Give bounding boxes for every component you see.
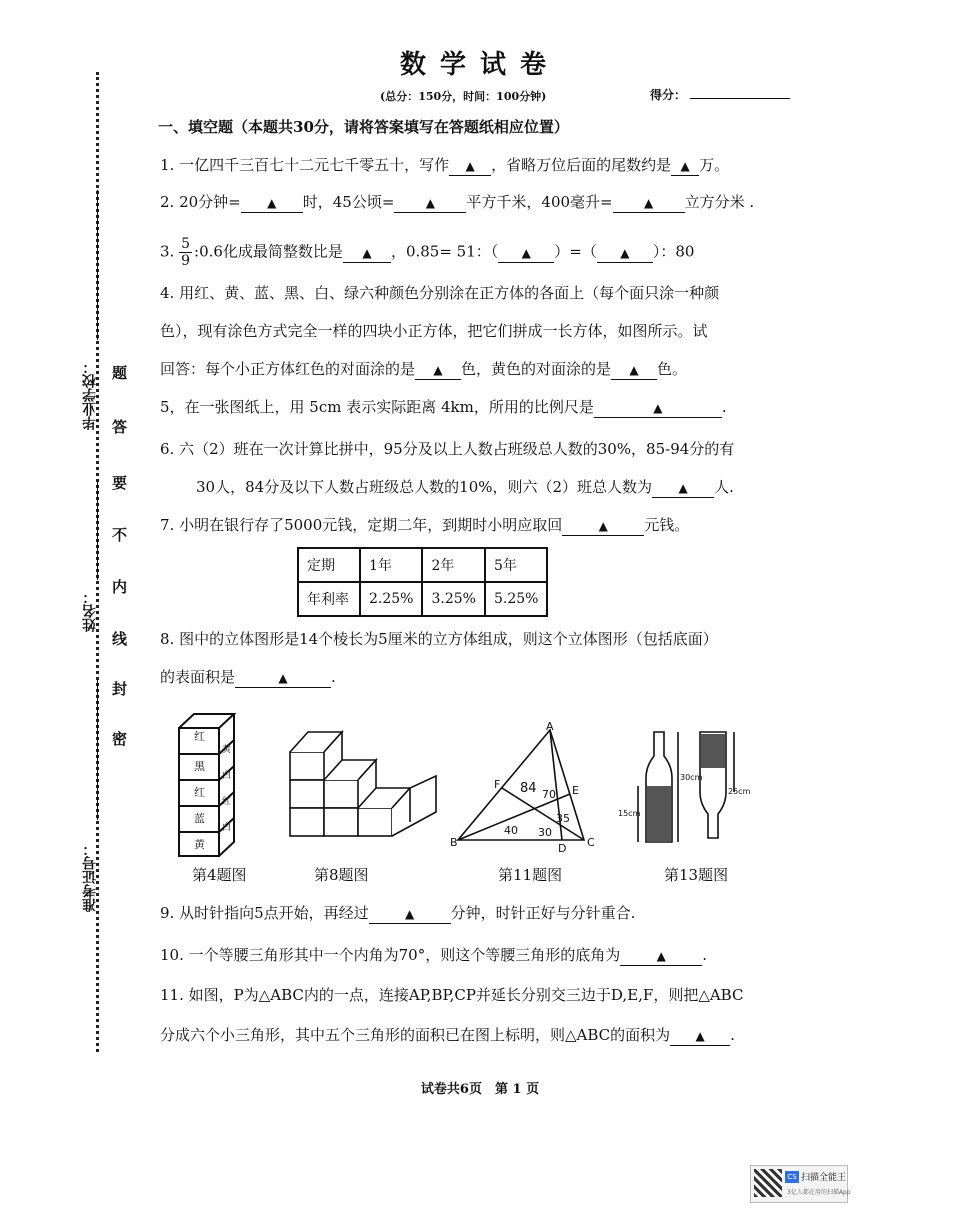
seal-char: 不	[112, 526, 128, 544]
score-label: 得分：	[650, 88, 687, 102]
figure-13-bottles	[616, 728, 752, 846]
figure-11-triangle	[450, 720, 602, 855]
question-6-line-2: 30人，84分及以下人数占班级总人数的10%，则六（2）班总人数为 ▲ 人.	[196, 478, 734, 496]
seal-char: 密	[112, 730, 128, 748]
answer-blank: ▲	[343, 243, 391, 263]
section-heading: 一、填空题（本题共30分，请将答案填写在答题纸相应位置）	[158, 118, 569, 136]
vertex-label: F	[494, 778, 501, 791]
question-8-line-1: 8. 图中的立体图形是14个棱长为5厘米的立方体组成，则这个立体图形（包括底面）	[160, 630, 718, 648]
face-label: 红	[194, 730, 205, 743]
face-label: 白	[222, 771, 232, 781]
question-4-line-2: 色），现有涂色方式完全一样的四块小正方体，把它们拼成一长方体，如图所示。试	[160, 322, 708, 340]
answer-blank: ▲	[394, 193, 466, 213]
scanner-watermark	[750, 1165, 851, 1203]
face-label: 红	[222, 797, 232, 807]
page-footer: 试卷共6页 第 1 页	[420, 1082, 540, 1097]
question-2: 2. 20分钟= ▲ 时，45公顷= ▲ 平方千米，400毫升= ▲ 立方分米 .	[160, 193, 755, 211]
measure-label: 25cm	[728, 787, 751, 796]
seal-char: 要	[112, 474, 128, 492]
measure-label: 15cm	[618, 809, 641, 818]
answer-blank: ▲	[562, 516, 644, 536]
question-6-line-1: 6. 六（2）班在一次计算比拼中，95分及以上人数占班级总人数的30%，85-94分的有	[160, 440, 735, 458]
table-cell: 1年	[360, 548, 422, 582]
seal-char: 线	[112, 630, 128, 648]
score-blank	[690, 98, 790, 99]
answer-blank: ▲	[597, 243, 653, 263]
camscanner-logo-icon: CS	[785, 1171, 799, 1183]
figure-11-caption: 第11题图	[498, 866, 563, 884]
answer-blank: ▲	[415, 360, 461, 380]
vertex-label: D	[558, 842, 567, 855]
figure-8-solid	[286, 726, 442, 844]
face-label: 黄	[222, 745, 232, 755]
answer-blank: ▲	[235, 668, 331, 688]
vertex-label: A	[546, 720, 554, 733]
answer-blank: ▲	[498, 243, 554, 263]
face-label: 白	[222, 823, 232, 833]
seal-char: 内	[112, 578, 128, 596]
answer-blank: ▲	[670, 1026, 730, 1046]
question-1: 1. 一亿四千三百七十二元七千零五十，写作 ▲ ，省略万位后面的尾数约是 ▲ 万。	[160, 156, 730, 174]
page-title: 数学试卷	[399, 50, 560, 80]
face-label: 蓝	[194, 812, 205, 825]
seal-char: 封	[112, 680, 128, 698]
question-5: 5，在一张图纸上，用 5cm 表示实际距离 4km，所用的比例尺是 ▲ .	[160, 398, 727, 416]
seal-char: 答	[112, 418, 128, 436]
question-11-line-1: 11. 如图，P为△ABC内的一点，连接AP,BP,CP并延长分别交三边于D,E,F，则把△ABC	[160, 986, 744, 1004]
answer-blank: ▲	[611, 360, 657, 380]
question-7: 7. 小明在银行存了5000元钱，定期二年，到期时小明应取回 ▲ 元钱。	[160, 516, 690, 534]
figure-8-caption: 第8题图	[314, 866, 369, 884]
vertex-label: E	[572, 784, 579, 797]
figure-13-caption: 第13题图	[664, 866, 729, 884]
exam-id-line	[97, 680, 98, 820]
question-10: 10. 一个等腰三角形其中一个内角为70°，则这个等腰三角形的底角为 ▲ .	[160, 946, 707, 964]
figure-4-cubes	[176, 710, 246, 858]
area-label: 70	[542, 788, 556, 801]
table-cell: 5.25%	[485, 582, 547, 616]
watermark-tagline: 3亿人都在用的扫描App	[787, 1189, 851, 1196]
question-4-line-3: 回答：每个小正方体红色的对面涂的是 ▲ 色，黄色的对面涂的是 ▲ 色。	[160, 360, 688, 378]
table-cell: 年利率	[298, 582, 360, 616]
name-label: 姓名：	[82, 590, 98, 632]
measure-label: 30cm	[680, 773, 703, 782]
face-label: 黄	[194, 838, 205, 851]
answer-blank: ▲	[620, 946, 702, 966]
question-11-line-2: 分成六个小三角形，其中五个三角形的面积已在图上标明，则△ABC的面积为 ▲ .	[160, 1026, 735, 1044]
table-cell: 5年	[485, 548, 547, 582]
question-9: 9. 从时针指向5点开始，再经过 ▲ 分钟，时针正好与分针重合.	[160, 904, 636, 922]
table-row	[298, 582, 547, 616]
answer-blank: ▲	[369, 904, 451, 924]
answer-blank: ▲	[449, 156, 491, 176]
table-header-row	[298, 548, 547, 582]
area-label: 40	[504, 824, 518, 837]
question-4-line-1: 4. 用红、黄、蓝、黑、白、绿六种颜色分别涂在正方体的各面上（每个面只涂一种颜	[160, 284, 720, 302]
face-label: 红	[194, 786, 205, 799]
school-label: 毕业学校：	[82, 360, 98, 430]
table-cell: 3.25%	[422, 582, 484, 616]
answer-blank: ▲	[671, 156, 699, 176]
watermark-title: 扫描全能王	[801, 1173, 847, 1183]
figure-4-caption: 第4题图	[192, 866, 247, 884]
qr-code-icon	[754, 1169, 782, 1197]
area-label: 84	[520, 781, 537, 796]
vertex-label: B	[450, 836, 458, 849]
question-3: 3. $\frac{5}{9}$ :0.6化成最简整数比是 ▲ ，0.85= 51：（ ▲ ）=（ ▲ ）：80	[160, 236, 695, 269]
exam-subtitle: (总分：150分，时间：100分钟)	[380, 90, 547, 103]
exam-id-label: 准考证号：	[82, 842, 98, 912]
interest-rate-table	[297, 547, 548, 617]
area-label: 30	[538, 826, 552, 839]
area-label: 35	[556, 812, 570, 825]
fraction: $\frac{5}{9}$	[181, 236, 191, 269]
school-line	[97, 190, 98, 340]
answer-blank: ▲	[652, 478, 714, 498]
seal-char: 题	[112, 364, 128, 382]
table-cell: 2年	[422, 548, 484, 582]
name-line	[97, 480, 98, 580]
face-label: 黑	[194, 760, 205, 773]
vertex-label: C	[587, 836, 595, 849]
table-cell: 定期	[298, 548, 360, 582]
table-cell: 2.25%	[360, 582, 422, 616]
answer-blank: ▲	[613, 193, 685, 213]
answer-blank: ▲	[594, 398, 722, 418]
question-8-line-2: 的表面积是 ▲ .	[160, 668, 336, 686]
answer-blank: ▲	[241, 193, 303, 213]
